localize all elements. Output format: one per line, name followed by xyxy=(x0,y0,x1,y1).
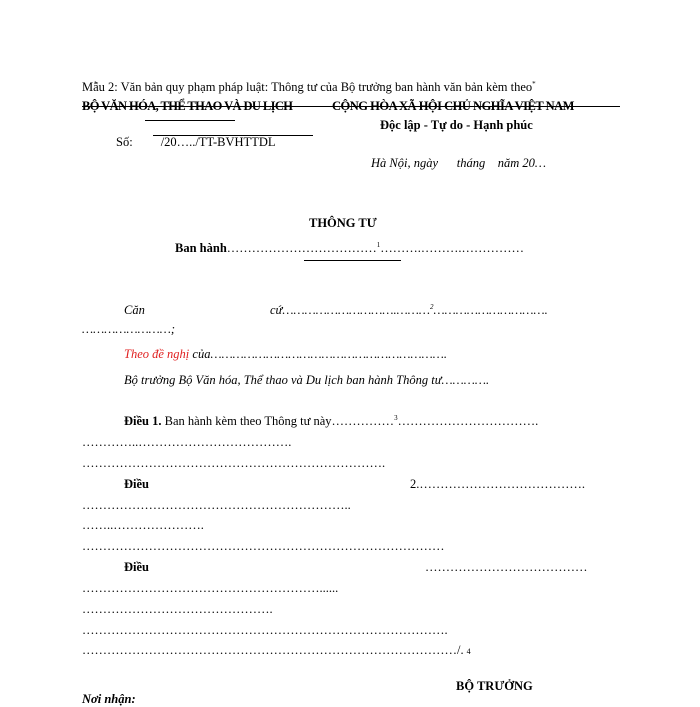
article-1: Điều 1. Ban hành kèm theo Thông tư này……………$^3$……………………………. xyxy=(124,413,539,428)
document-subject: Ban hành………………………………$^1$……….……….…………… xyxy=(175,240,525,255)
preamble-can: Căn xyxy=(124,303,145,317)
article-1-line3: ………………………………………………………………. xyxy=(82,456,386,470)
article-3-line2: …………………………………………………...... xyxy=(82,581,339,595)
article-2-line3: ……..…………………. xyxy=(82,518,204,532)
article-3-number: ………………………………… xyxy=(425,560,588,574)
ministry-underline xyxy=(145,120,235,121)
article-2-number: 2.…………………………………. xyxy=(410,477,585,491)
template-caption: Mẫu 2: Văn bản quy phạm pháp luật: Thông tư của Bộ trưởng ban hành văn bản kèm theo* xyxy=(82,79,536,94)
recipients-label: Nơi nhận: xyxy=(82,692,136,706)
article-2-label: Điều xyxy=(124,477,149,491)
republic-name: CỘNG HÒA XÃ HỘI CHỦ NGHĨA VIỆT NAM xyxy=(332,99,574,113)
ministry-name: BỘ VĂN HÓA, THỂ THAO VÀ DU LỊCH xyxy=(82,99,293,113)
title-underline xyxy=(304,260,401,261)
article-3-line3: ………………………………………. xyxy=(82,602,273,616)
article-3-label: Điều xyxy=(124,560,149,574)
article-1-line2: …………..………………………………. xyxy=(82,435,292,449)
proposal-highlight: Theo đề nghị xyxy=(124,347,190,361)
document-title: THÔNG TƯ xyxy=(309,216,377,230)
preamble-minister: Bộ trưởng Bộ Văn hóa, Thể thao và Du lịch ban hành Thông tư…………. xyxy=(124,373,490,387)
article-2-line4: …………………………………………………………………………… xyxy=(82,539,445,553)
signer-title: BỘ TRƯỞNG xyxy=(456,679,533,693)
preamble-cu: cứ………………………….………$^2$…………………………. xyxy=(270,302,548,317)
article-3-line5: ………………………………………………………………………………/. 4 xyxy=(82,643,471,657)
document-number: Số: /20…../TT-BVHTTDL xyxy=(116,135,276,149)
national-motto: Độc lập - Tự do - Hạnh phúc xyxy=(380,118,533,132)
preamble-cu-line2: ……………………; xyxy=(82,322,176,336)
place-date: Hà Nội, ngày tháng năm 20… xyxy=(371,156,546,170)
preamble-proposal: Theo đề nghị của………………………………………………………. xyxy=(124,347,447,361)
article-3-line4: ……………………………………………………………………………. xyxy=(82,623,448,637)
article-2-line2: ……………………………………………………….. xyxy=(82,498,351,512)
